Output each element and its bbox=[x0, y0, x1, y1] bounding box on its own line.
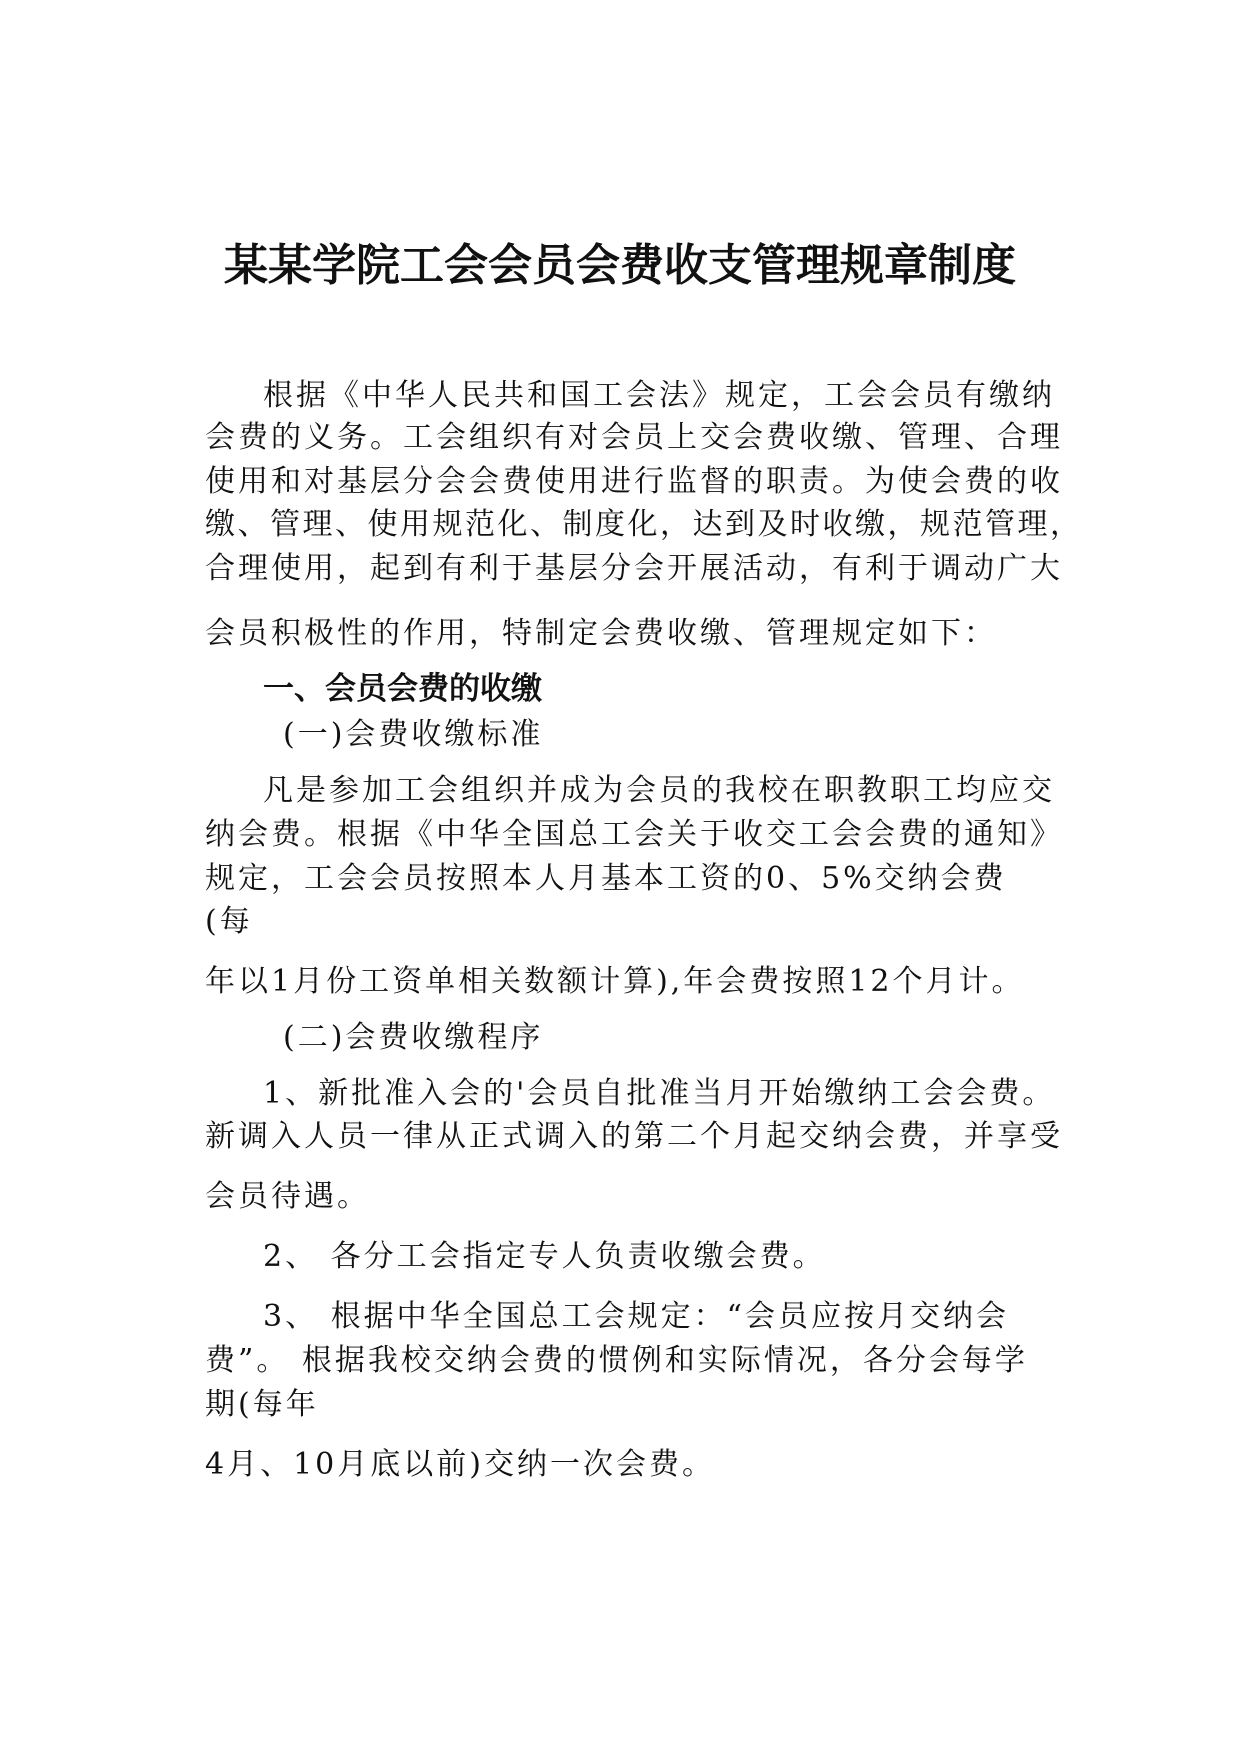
paragraph-line: 合理使用，起到有利于基层分会开展活动，有利于调动广大 bbox=[205, 551, 1063, 586]
paragraph-line: 会员待遇。 bbox=[205, 1179, 370, 1214]
section-heading: 一、会员会费的收缴 bbox=[263, 671, 542, 707]
paragraph-line: 会费的义务。工会组织有对会员上交会费收缴、管理、合理 bbox=[205, 420, 1063, 455]
document-title: 某某学院工会会员会费收支管理规章制度 bbox=[224, 240, 1016, 291]
paragraph-line: 根据《中华人民共和国工会法》规定，工会会员有缴纳 bbox=[263, 378, 1055, 413]
paragraph-line: 3、 根据中华全国总工会规定：“会员应按月交纳会 bbox=[263, 1299, 1009, 1334]
paragraph-line: 纳会费。根据《中华全国总工会关于收交工会会费的通知》 bbox=[205, 817, 1063, 852]
paragraph-line: 2、 各分工会指定专人负责收缴会费。 bbox=[263, 1239, 826, 1274]
paragraph-line: 年以1月份工资单相关数额计算),年会费按照12个月计。 bbox=[205, 964, 1025, 999]
paragraph-line: 4月、10月底以前)交纳一次会费。 bbox=[205, 1447, 715, 1482]
paragraph-line: 期(每年 bbox=[205, 1387, 319, 1422]
paragraph-line: 1、新批准入会的'会员自批准当月开始缴纳工会会费。 bbox=[263, 1076, 1056, 1111]
paragraph-line: 费”。 根据我校交纳会费的惯例和实际情况，各分会每学 bbox=[205, 1343, 1028, 1378]
paragraph-line: 凡是参加工会组织并成为会员的我校在职教职工均应交 bbox=[263, 773, 1055, 808]
paragraph-line: 新调入人员一律从正式调入的第二个月起交纳会费，并享受 bbox=[205, 1119, 1063, 1154]
paragraph-line: 缴、管理、使用规范化、制度化，达到及时收缴，规范管理， bbox=[205, 507, 1083, 542]
subsection-heading: (二)会费收缴程序 bbox=[283, 1020, 544, 1055]
paragraph-line: 规定，工会会员按照本人月基本工资的0、5%交纳会费 bbox=[205, 861, 1007, 896]
paragraph-line: (每 bbox=[205, 904, 253, 939]
paragraph-line: 会员积极性的作用，特制定会费收缴、管理规定如下： bbox=[205, 616, 997, 651]
paragraph-line: 使用和对基层分会会费使用进行监督的职责。为使会费的收 bbox=[205, 464, 1063, 499]
subsection-heading: (一)会费收缴标准 bbox=[283, 717, 544, 752]
